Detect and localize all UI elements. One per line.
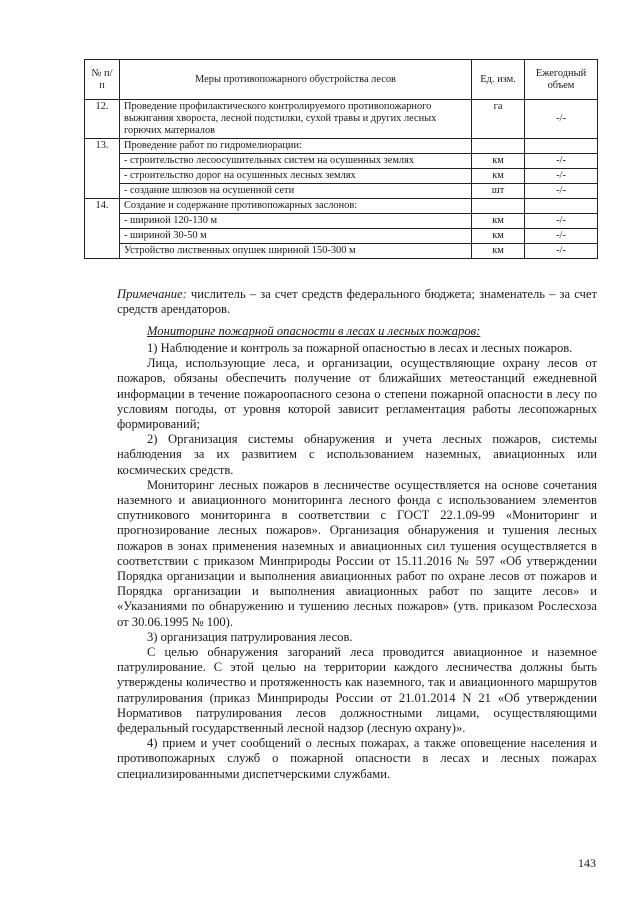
note-text: числитель – за счет средств федерального бюджета; знаменатель – за счет средств арендаторов. bbox=[117, 287, 597, 317]
table-row bbox=[85, 139, 598, 154]
fire-measures-table bbox=[84, 59, 598, 259]
body-text bbox=[117, 341, 597, 782]
row-unit: шт bbox=[472, 184, 525, 199]
section-heading: Мониторинг пожарной опасности в лесах и лесных пожаров: bbox=[147, 324, 481, 338]
row-unit: км bbox=[472, 229, 525, 244]
table-row bbox=[85, 169, 598, 184]
header-unit: Ед. изм. bbox=[472, 60, 525, 100]
row-volume: -/- bbox=[525, 154, 598, 169]
row-volume: -/- bbox=[525, 214, 598, 229]
row-unit: км bbox=[472, 169, 525, 184]
row-num: 13. bbox=[85, 139, 120, 199]
paragraph: 2) Организация системы обнаружения и учета лесных пожаров, системы наблюдения за их развитием с использованием наземных, авиационных или космических средств. bbox=[117, 432, 597, 477]
row-unit bbox=[472, 199, 525, 214]
row-measure: - шириной 120-130 м bbox=[120, 214, 472, 229]
paragraph: Мониторинг лесных пожаров в лесничестве осуществляется на основе сочетания наземного и авиационного мониторинга лесного фонда с использованием элементов спутникового мониторинга в соответствии с ГОСТ 22.1.09-99 «Мониторинг и прогнозирование лесных пожаров». Организация обнаружения и тушения лесных пожаров в зонах применения наземных и авиационных сил тушения осуществляется в соответствии с приказом Минприроды России от 15.11.2016 № 597 «Об утверждении Порядка организации и выполнения авиационных работ по охране лесов от пожаров и Порядка организации и выполнения авиационных работ по защите лесов» и «Указаниями по обнаружению и тушению лесных пожаров» (утв. приказом Рослесхоза от 30.06.1995 № 100). bbox=[117, 477, 597, 629]
row-unit: км bbox=[472, 214, 525, 229]
row-measure: Проведение профилактического контролируемого противопожарного выжигания хворостa, лесной подстилки, сухой травы и других лесных горючих материалов bbox=[120, 100, 472, 139]
header-measure: Меры противопожарного обустройства лесов bbox=[120, 60, 472, 100]
table-row bbox=[85, 244, 598, 259]
row-measure: - строительство дорог на осушенных лесных землях bbox=[120, 169, 472, 184]
row-volume: -/- bbox=[525, 244, 598, 259]
row-measure: - создание шлюзов на осушенной сети bbox=[120, 184, 472, 199]
row-unit: га bbox=[472, 100, 525, 139]
header-volume: Ежегодный объем bbox=[525, 60, 598, 100]
row-measure: Создание и содержание противопожарных заслонов: bbox=[120, 199, 472, 214]
row-measure: Проведение работ по гидромелиорации: bbox=[120, 139, 472, 154]
row-volume bbox=[525, 139, 598, 154]
table-row bbox=[85, 184, 598, 199]
row-unit bbox=[472, 139, 525, 154]
note-label: Примечание: bbox=[117, 287, 187, 301]
paragraph: С целью обнаружения загораний леса проводится авиационное и наземное патрулирование. С этой целью на территории каждого лесничества должны быть утверждены количество и протяженность как наземного, так и авиационного маршрутов патрулирования (приказ Минприроды России от 21.01.2014 N 21 «Об утверждении Нормативов патрулирования лесов должностными лицами, осуществляющими федеральный государственный лесной надзор (лесную охрану)». bbox=[117, 645, 597, 736]
paragraph: Лица, использующие леса, и организации, осуществляющие охрану лесов от пожаров, обязаны обеспечить получение от ближайших метеостанций ежедневной информации в течение пожароопасного сезона о степени пожарной опасности в лесу по условиям погоды, от уровня которой зависит регламентация работы лесопожарных формирований; bbox=[117, 356, 597, 432]
paragraph: 3) организация патрулирования лесов. bbox=[147, 629, 353, 644]
row-volume: -/- bbox=[525, 100, 598, 139]
table-note bbox=[117, 287, 597, 317]
row-unit: км bbox=[472, 154, 525, 169]
row-volume: -/- bbox=[525, 169, 598, 184]
paragraph: 4) прием и учет сообщений о лесных пожарах, а также оповещение населения и противопожарных служб о пожарной опасности в лесах и лесных пожарах специализированными диспетчерскими службами. bbox=[117, 736, 597, 781]
table-row bbox=[85, 154, 598, 169]
row-measure: - шириной 30-50 м bbox=[120, 229, 472, 244]
table-row bbox=[85, 229, 598, 244]
table-row bbox=[85, 214, 598, 229]
row-volume: -/- bbox=[525, 229, 598, 244]
table-header-row bbox=[85, 60, 598, 100]
page-number: 143 bbox=[578, 856, 596, 870]
header-num: № п/п bbox=[85, 60, 120, 100]
paragraph: 1) Наблюдение и контроль за пожарной опасностью в лесах и лесных пожаров. bbox=[147, 341, 573, 355]
table-row bbox=[85, 100, 598, 139]
row-volume: -/- bbox=[525, 184, 598, 199]
row-volume bbox=[525, 199, 598, 214]
table-row bbox=[85, 199, 598, 214]
row-num: 14. bbox=[85, 199, 120, 259]
row-num: 12. bbox=[85, 100, 120, 139]
row-measure: - строительство лесоосушительных систем на осушенных землях bbox=[120, 154, 472, 169]
row-measure: Устройство лиственных опушек шириной 150-300 м bbox=[120, 244, 472, 259]
row-unit: км bbox=[472, 244, 525, 259]
